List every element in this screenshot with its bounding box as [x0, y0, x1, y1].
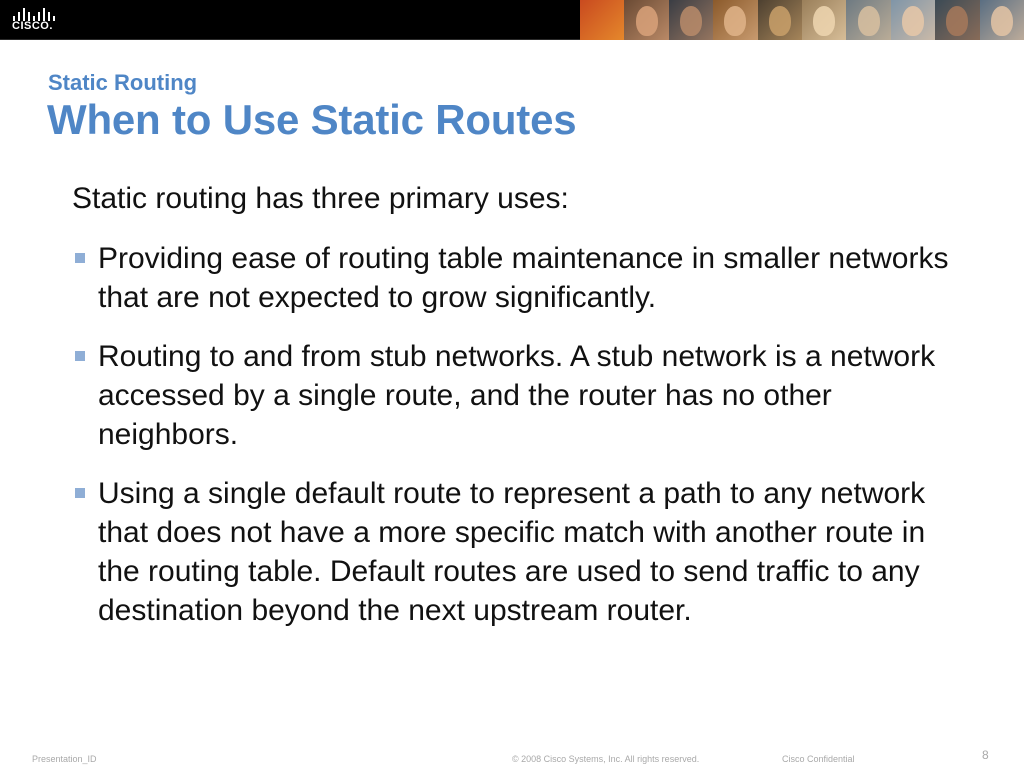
square-bullet-icon	[75, 488, 85, 498]
header-photo	[980, 0, 1024, 40]
face-shape	[991, 6, 1013, 36]
header-photo	[758, 0, 802, 40]
bullet-item	[72, 239, 952, 317]
face-shape	[813, 6, 835, 36]
bullet-text: Routing to and from stub networks. A stub network is a network accessed by a single route, and the router has no other neighbors.	[98, 340, 936, 451]
header-photo	[713, 0, 757, 40]
confidential-label: Cisco Confidential	[782, 754, 855, 764]
bullet-text: Using a single default route to represent a path to any network that does not have a more specific match with another route in the routing table. Default routes are used to send traffic to any destination beyond the next upstream router.	[98, 477, 926, 627]
bullet-text: Providing ease of routing table maintenance in smaller networks that are not expected to grow significantly.	[98, 242, 949, 314]
header-photo	[935, 0, 979, 40]
presentation-id: Presentation_ID	[32, 754, 97, 764]
intro-text: Static routing has three primary uses:	[72, 182, 569, 215]
face-shape	[680, 6, 702, 36]
section-subtitle: Static Routing	[48, 70, 198, 95]
page-number: 8	[982, 748, 989, 762]
header-photo	[846, 0, 890, 40]
header-photo	[580, 0, 624, 40]
cisco-bars-icon	[13, 7, 63, 21]
bullet-item	[72, 337, 952, 454]
slide-title: When to Use Static Routes	[47, 96, 577, 143]
square-bullet-icon	[75, 253, 85, 263]
photo-strip	[580, 0, 1024, 40]
face-shape	[724, 6, 746, 36]
header-photo	[669, 0, 713, 40]
face-shape	[946, 6, 968, 36]
cisco-logo	[8, 5, 68, 35]
cisco-logo-text: CISCO.	[12, 20, 53, 32]
copyright-notice: © 2008 Cisco Systems, Inc. All rights reserved.	[512, 754, 700, 764]
header-photo	[802, 0, 846, 40]
bullet-list	[72, 239, 952, 650]
header-band	[0, 0, 1024, 40]
bullet-item	[72, 474, 952, 630]
header-photo	[624, 0, 668, 40]
face-shape	[902, 6, 924, 36]
face-shape	[769, 6, 791, 36]
face-shape	[636, 6, 658, 36]
square-bullet-icon	[75, 351, 85, 361]
header-photo	[891, 0, 935, 40]
face-shape	[858, 6, 880, 36]
